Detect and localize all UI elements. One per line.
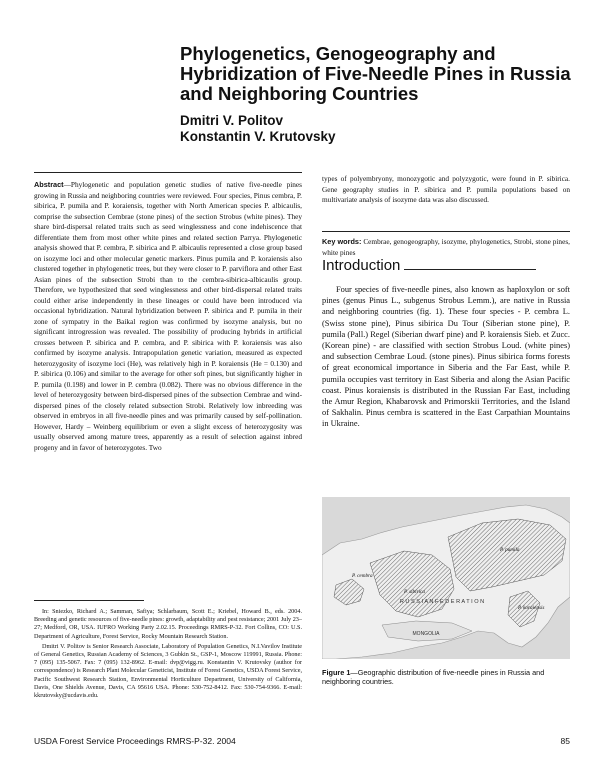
author-name: Konstantin V. Krutovsky (180, 129, 336, 144)
footnote-citation: In: Sniezko, Richard A.; Samman, Safiya; Schlarbaum, Scott E.; Kriebel, Howard B., eds. 2004. Breeding and genetic resources of five-needle pines: growth, adaptability and pest resistance; 2001 July 23–27; Medford, OR, USA. IUFRO Working Party 2.02.15. Proceedings RMRS-P-32. Fort Collins, CO: U.S. Department of Agriculture, Forest Service, Rocky Mountain Research Station. (34, 608, 302, 640)
species-label-koraiensis: P. koraiensis (518, 605, 545, 611)
section-heading-text: Introduction (322, 257, 401, 274)
footnote-rule (34, 600, 144, 601)
abstract-top-rule (34, 172, 302, 173)
keywords (322, 237, 570, 258)
abstract-label: Abstract (34, 180, 64, 189)
keywords-text: Cembrae, genogeography, isozyme, phylogenetics, Strobi, stone pines, white pines (322, 237, 570, 257)
authors (180, 113, 580, 145)
introduction-text: Four species of five-needle pines, also known as haploxylon or soft pines (genus Pinus L., subgenus Strobus Lemm.), are native in Russia and neighboring countries (fig. 1). These four species - P. cembra L. (Swiss stone pine), Pinus sibirica Du Tour (Siberian stone pine), P. pumila (Pall.) Regel (Siberian dwarf pine) and P. koraiensis Sieb. et Zucc. (Korean pine) - are classified with section Strobus Loud. (white pines) and subsection Cembrae Loud. (stone pines). Pinus sibirica forms forests of great economical importance in Siberia and the Far East, while P. pumila occupies vast territory in East Siberia and along the Asian Pacific coast. Pinus koraiensis is distributed in the Russian Far East, including the Amur Region, Khabarovsk and Primorskii Territories, and the Island of Sakhalin. Pinus cembra is scattered in the East Carpathian Mountains in Ukraine. (322, 285, 570, 429)
species-label-pumila: P. pumila (500, 547, 520, 553)
heading-underline (404, 269, 536, 270)
keywords-label: Key words: (322, 237, 362, 246)
section-heading-introduction (322, 257, 570, 275)
footnote (34, 608, 302, 702)
species-label-sibirica: P. sibirica (404, 589, 425, 595)
footer-journal: USDA Forest Service Proceedings RMRS-P-32. 2004 (34, 736, 236, 746)
figure-caption-text: —Geographic distribution of five-needle pines in Russia and neighboring countries. (322, 668, 545, 686)
abstract (34, 180, 302, 453)
paper-title: Phylogenetics, Genogeography and Hybridization of Five-Needle Pines in Russia and Neighboring Countries (180, 43, 571, 104)
country-label: R U S S I A N F E D E R A T I O N (399, 599, 485, 605)
figure-caption-label: Figure 1 (322, 668, 351, 677)
keywords-rule (322, 231, 570, 232)
species-label-cembra: P. cembra (352, 573, 373, 579)
figure-caption (322, 668, 570, 686)
region-label: MONGOLIA (412, 631, 440, 637)
footnote-authors: Dmitri V. Politov is Senior Research Associate, Laboratory of Population Genetics, N.I.Vavilov Institute of General Genetics, Russian Academy of Sciences, 3 Gubkin St., GSP-1, Moscow 119991, Russia. Phone: 7 (095) 135-5067. Fax: 7 (095) 132-8962. E-mail: dvp@vigg.ru. Konstantin V. Krutovsky (author for correspondence) is Research Plant Molecular Geneticist, Institute of Forest Genetics, USDA Forest Service, Pacific Southwest Research Station, Environmental Horticulture Department, University of California, Davis, One Shields Avenue, Davis, CA 95616 USA. Phone: 530-752-8412. Fax: 530-754-9366. E-mail: kkrutovsky@ucdavis.edu. (34, 642, 302, 700)
abstract-continued: types of polyembryony, monozygotic and polyzygotic, were found in P. sibirica. Gene geography studies in P. sibirica and P. pumila populations based on multivariate analysis of isozyme data was also discussed. (322, 174, 570, 204)
page-number: 85 (560, 736, 570, 746)
distribution-map (322, 497, 570, 659)
abstract-text: —Phylogenetic and population genetic studies of native five-needle pines growing in Russia and neighboring countries were reviewed. Four species, Pinus cembra, P. sibirica, P. pumila and P. koraiensis, together with North American species P. albicaulis, comprise the subsection Cembrae (stone pines) of the section Strobus (white pines). They share bird-dispersal related traits such as seed winglessness and cone indehiscence that differentiate them from most other white pines and related section Parrya. Phylogenetic analysis showed that P. cembra, P. sibirica and P. albicaulis represented a close group based on isozyme loci and other molecular genetic markers. Pinus pumila and P. koraiensis also clustered together in phylogenetic trees, but they were closer to P. parviflora and other East Asian pines of the subsection Strobi than to the cembra-sibirica-albicaulis group. Therefore, we hypothesized that seed winglessness and other bird-dispersal related traits could either arise independently in these lineages or could have been introduced via occasional hybridization. Natural hybridization between P. sibirica and P. pumila in their zone of sympatry in the Baikal region was confirmed by isozyme analysis, but no significant introgression was revealed. The possibility of producing hybrids in artificial crosses between P. sibirica and P. cembra, and P. sibirica with P. koraiensis was also confirmed by isozyme analysis. Intrapopulation genetic variation, measured as expected heterozygosity of isozyme loci (He), was relatively high in P. koraiensis (He = 0.130) and P. sibirica (0.106) and similar to the average for other soft pines, but significantly higher in P. pumila (0.198) and lower in P. cembra (0.082). There was no obvious difference in the level of heterozygosity between bird-dispersed pines of the subsection Cembrae and wind-dispersed pines of the closely related subsection Strobi. Relatively low inbreeding was observed in embryos in all five-needle pines and was primarily caused by self-pollination. However, Hardy – Weinberg equilibrium or even a slight excess of heterozygosity was usually observed among mature trees, apparently as a result of selection against inbred progeny and in favor of heterozygotes. Two (34, 180, 302, 452)
author-name: Dmitri V. Politov (180, 113, 284, 128)
